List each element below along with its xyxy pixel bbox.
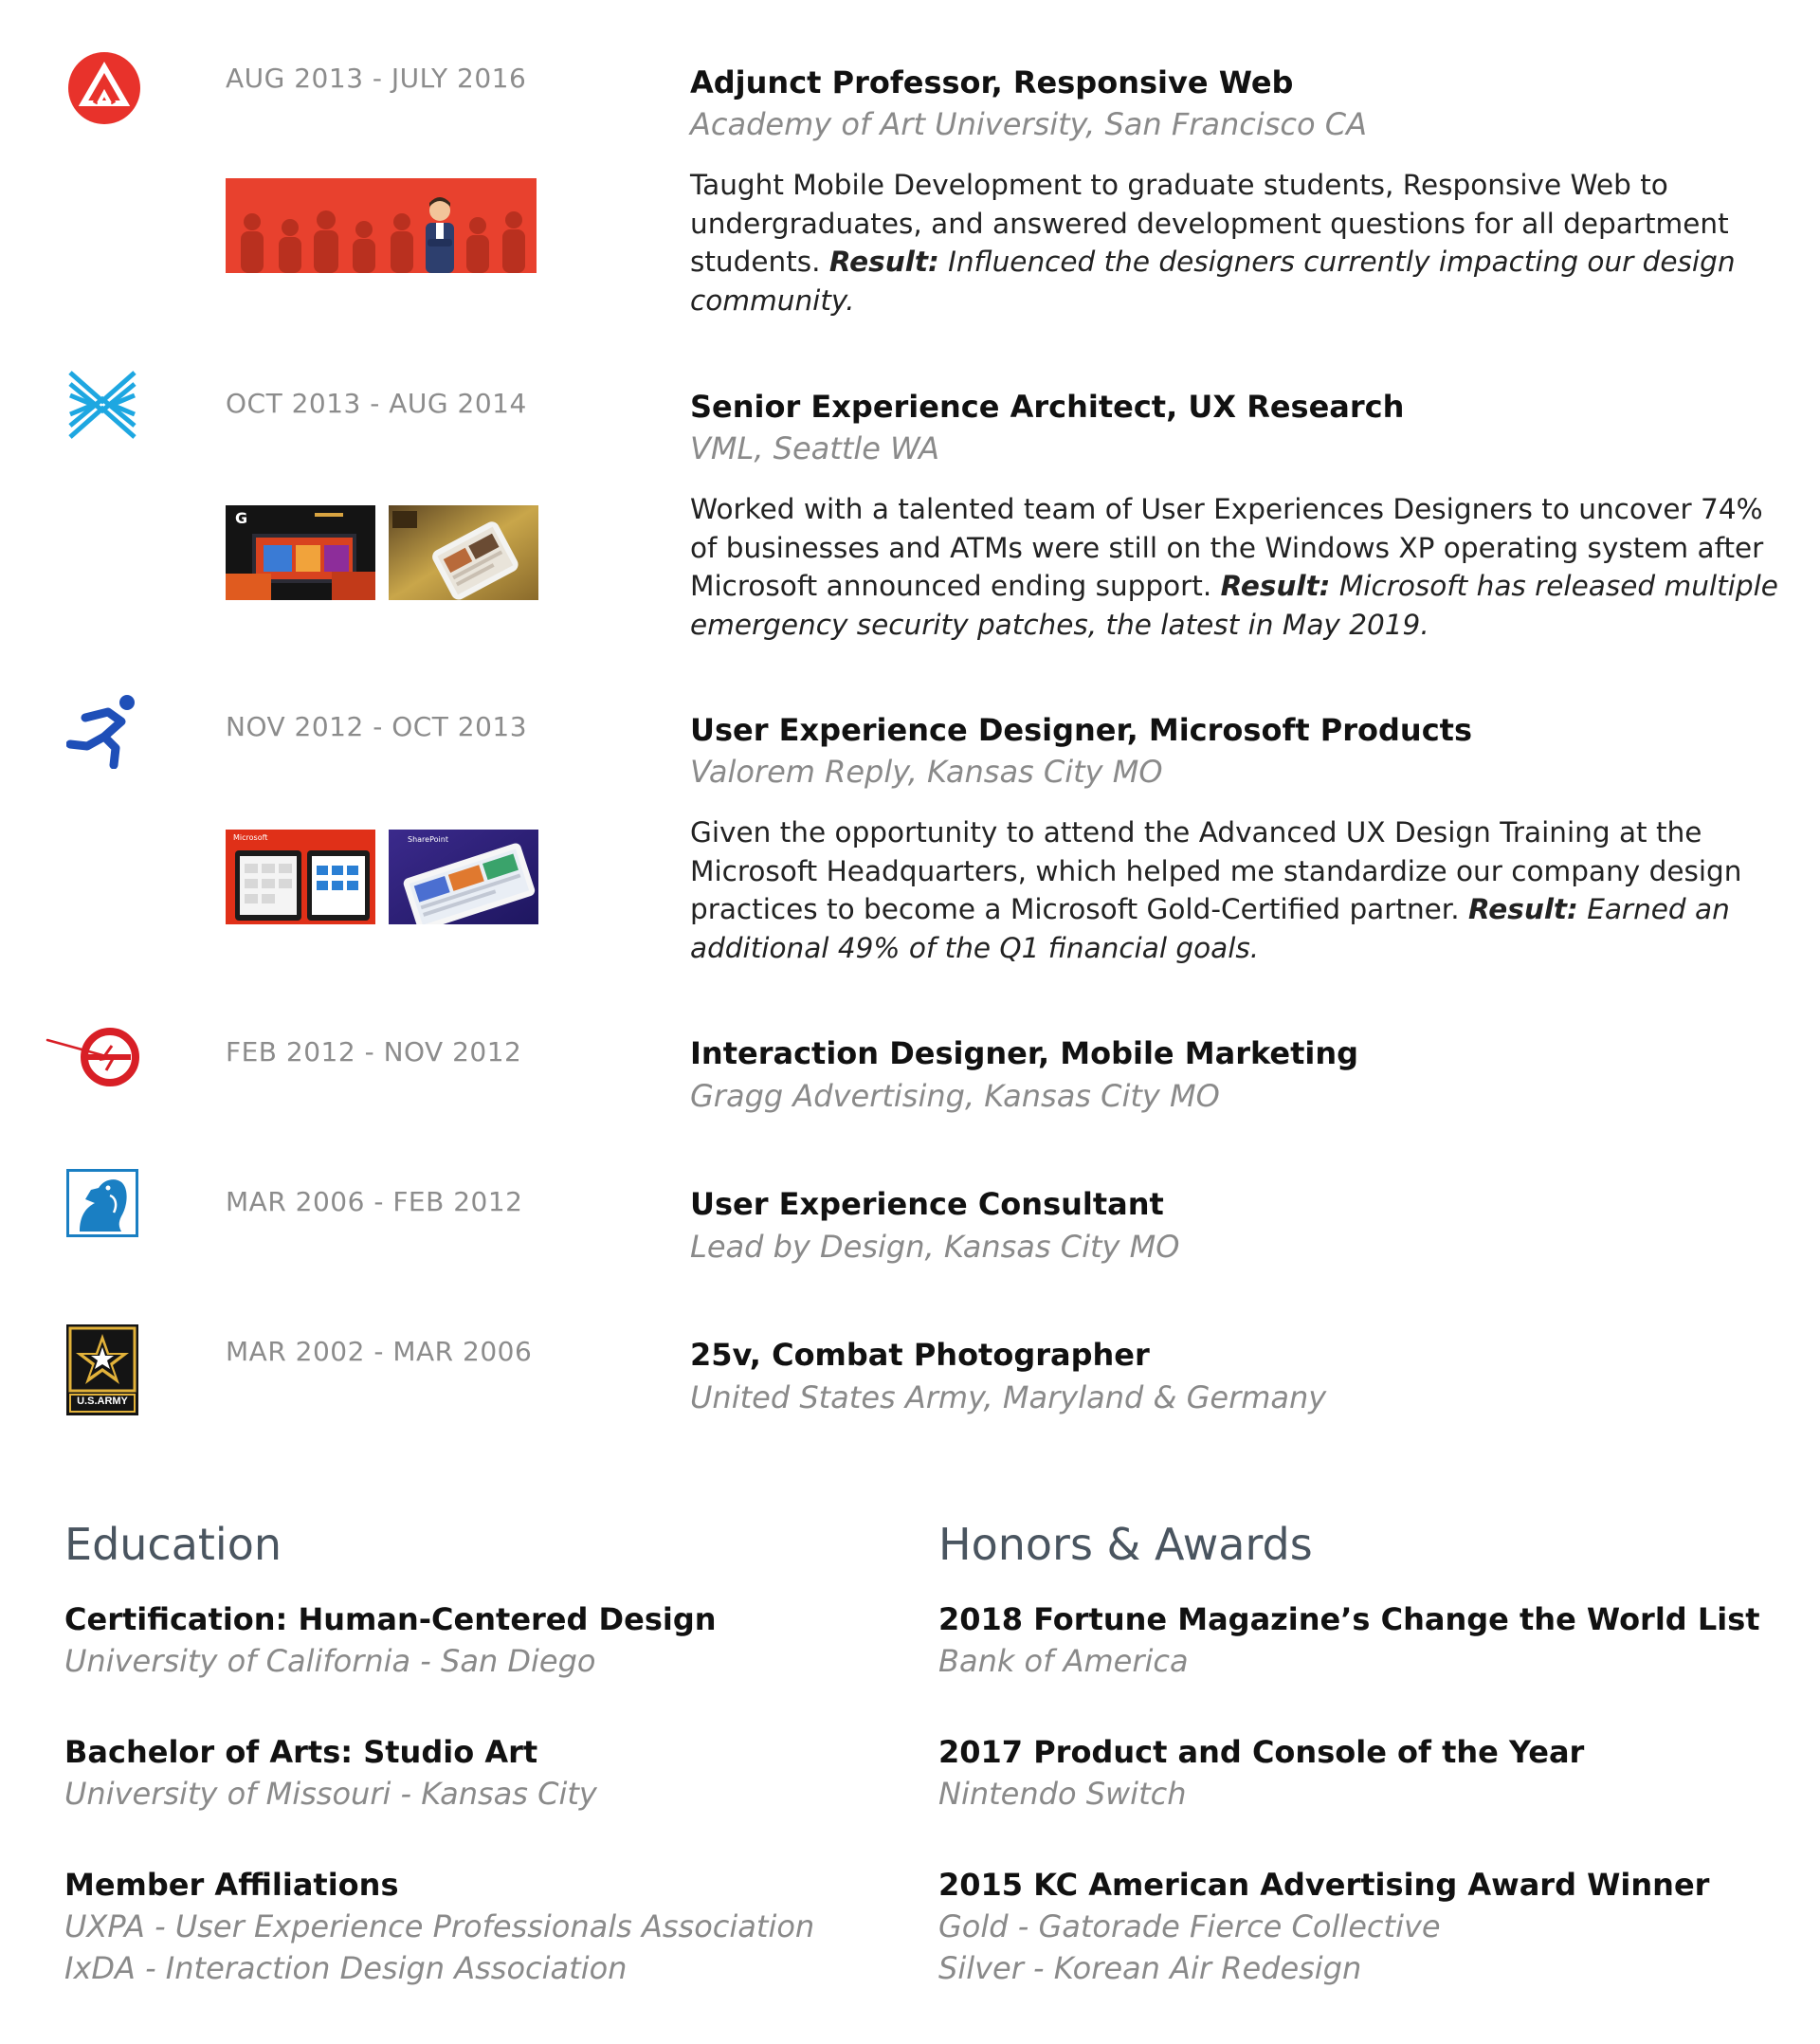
sharepoint-label: SharePoint [408,835,448,844]
job-description [690,166,1790,319]
job-dates: MAR 2002 - MAR 2006 [226,1336,533,1367]
education-item-subtitle: University of California - San Diego [64,1643,596,1679]
job-title: User Experience Designer, Microsoft Products [690,712,1473,748]
vml-logo-icon [66,369,138,441]
job-organization: Gragg Advertising, Kansas City MO [690,1078,1220,1114]
honor-item-subtitle: Silver - Korean Air Redesign [938,1950,1362,1986]
description-text: Taught Mobile Development to graduate students, Responsive Web to undergraduates, and answered development questions for all department students. [690,169,1729,278]
microsoft-label: Microsoft [233,833,268,842]
honors-heading: Honors & Awards [938,1519,1313,1570]
classroom-illustration-image [226,178,537,273]
education-item-subtitle: University of Missouri - Kansas City [64,1776,597,1812]
gatorade-project-image [226,505,375,600]
education-item-title: Bachelor of Arts: Studio Art [64,1734,538,1770]
academy-of-art-logo-icon [66,50,142,126]
job-dates: FEB 2012 - NOV 2012 [226,1036,522,1068]
job-title: Adjunct Professor, Responsive Web [690,64,1294,100]
result-text: Earned an additional 49% of the Q1 financial goals. [690,893,1730,964]
honor-item-subtitle: Bank of America [938,1643,1189,1679]
result-label: Result: [1220,570,1331,602]
job-title: Interaction Designer, Mobile Marketing [690,1035,1359,1071]
job-dates: NOV 2012 - OCT 2013 [226,711,528,742]
phone-app-project-image [389,505,538,600]
microsoft-tablet-project-image [226,830,375,924]
gragg-logo-icon [46,1019,142,1095]
sharepoint-project-image [389,830,538,924]
description-text: Worked with a talented team of User Experiences Designers to uncover 74% of businesses and ATMs were still on the Windows XP operating system after Microsoft announced ending support. [690,493,1764,602]
job-dates: OCT 2013 - AUG 2014 [226,388,527,419]
job-organization: Academy of Art University, San Francisco CA [690,106,1367,142]
horse-logo-icon [66,1169,138,1237]
job-title: 25v, Combat Photographer [690,1337,1150,1373]
job-organization: VML, Seattle WA [690,430,940,466]
job-dates: MAR 2006 - FEB 2012 [226,1186,523,1217]
job-title: User Experience Consultant [690,1186,1164,1222]
runner-logo-icon [66,693,142,769]
result-label: Result: [828,246,939,278]
army-logo-text: U.S.ARMY [77,1396,128,1407]
result-label: Result: [1468,893,1578,925]
result-text: Influenced the designers currently impacting our design community. [690,246,1736,317]
honor-item-title: 2017 Product and Console of the Year [938,1734,1585,1770]
job-organization: United States Army, Maryland & Germany [690,1379,1327,1415]
honor-item-subtitle: Nintendo Switch [938,1776,1187,1812]
job-dates: AUG 2013 - JULY 2016 [226,63,527,94]
education-item-title: Member Affiliations [64,1867,399,1903]
honor-item-subtitle: Gold - Gatorade Fierce Collective [938,1908,1441,1944]
army-star-logo-icon [66,1324,138,1415]
education-item-subtitle: UXPA - User Experience Professionals Association [64,1908,815,1944]
job-description [690,813,1790,967]
education-item-title: Certification: Human-Centered Design [64,1601,717,1637]
education-heading: Education [64,1519,282,1570]
job-title: Senior Experience Architect, UX Research [690,389,1405,425]
education-item-subtitle: IxDA - Interaction Design Association [64,1950,628,1986]
result-text: Microsoft has released multiple emergency security patches, the latest in May 2019. [690,570,1778,641]
job-description [690,490,1790,644]
gatorade-g-label: G [235,509,248,527]
description-text: Given the opportunity to attend the Advanced UX Design Training at the Microsoft Headquarters, which helped me standardize our company design practices to become a Microsoft Gold-Certified partner. [690,816,1742,925]
job-organization: Lead by Design, Kansas City MO [690,1229,1180,1265]
honor-item-title: 2015 KC American Advertising Award Winner [938,1867,1710,1903]
job-organization: Valorem Reply, Kansas City MO [690,754,1163,790]
honor-item-title: 2018 Fortune Magazine’s Change the World List [938,1601,1760,1637]
